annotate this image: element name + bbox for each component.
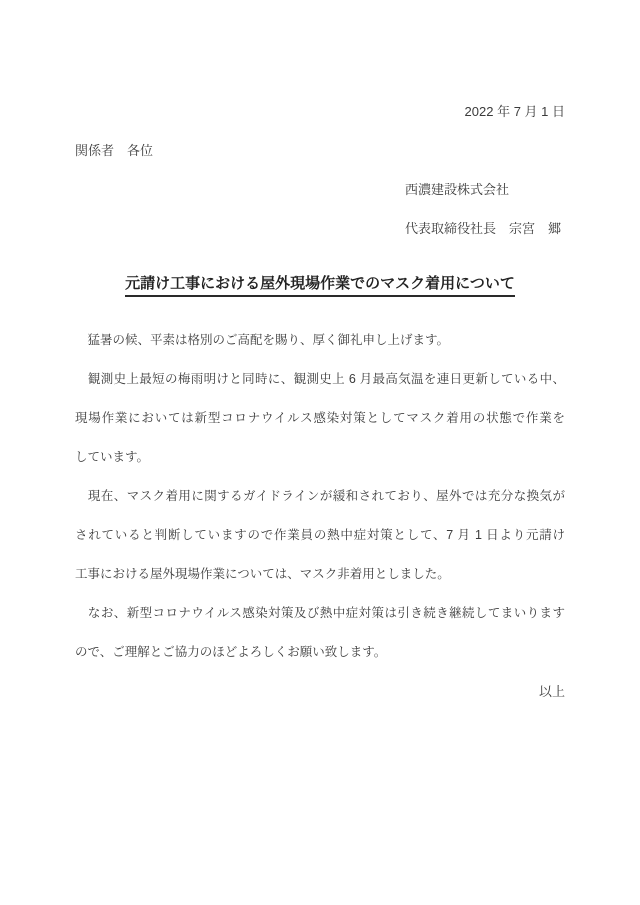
body-line: 工事における屋外現場作業については、マスク非着用としました。 bbox=[75, 567, 450, 581]
recipient-line: 関係者 各位 bbox=[75, 143, 154, 158]
letter-body bbox=[75, 321, 565, 711]
sender-representative: 代表取締役社長 宗宮 郷 bbox=[405, 221, 562, 236]
paragraph-greeting bbox=[75, 321, 565, 360]
body-line: されていると判断していますので作業員の熱中症対策として、7 月 1 日より元請け bbox=[75, 528, 565, 542]
sender-company: 西濃建設株式会社 bbox=[405, 182, 510, 197]
closing-ijou: 以上 bbox=[538, 684, 565, 699]
body-line: 現在、マスク着用に関するガイドラインが緩和されており、屋外では充分な換気が bbox=[75, 489, 565, 503]
body-line: 現場作業においては新型コロナウイルス感染対策としてマスク着用の状態で作業を bbox=[75, 411, 565, 425]
body-line: しています。 bbox=[75, 450, 150, 464]
body-line: 観測史上最短の梅雨明けと同時に、観測史上 6 月最高気温を連日更新している中、 bbox=[75, 372, 565, 386]
document-title-text: 元請け工事における屋外現場作業でのマスク着用について bbox=[125, 275, 515, 297]
body-line: ので、ご理解とご協力のほどよろしくお願い致します。 bbox=[75, 645, 387, 659]
date-line: 2022 年 7 月 1 日 bbox=[464, 104, 565, 119]
body-line: なお、新型コロナウイルス感染対策及び熱中症対策は引き続き継続してまいります bbox=[75, 606, 565, 620]
paragraph-note bbox=[75, 594, 565, 672]
document-title bbox=[75, 264, 565, 303]
paragraph-policy bbox=[75, 477, 565, 594]
body-line: 猛暑の候、平素は格別のご高配を賜り、厚く御礼申し上げます。 bbox=[75, 333, 450, 347]
paragraph-situation bbox=[75, 360, 565, 477]
